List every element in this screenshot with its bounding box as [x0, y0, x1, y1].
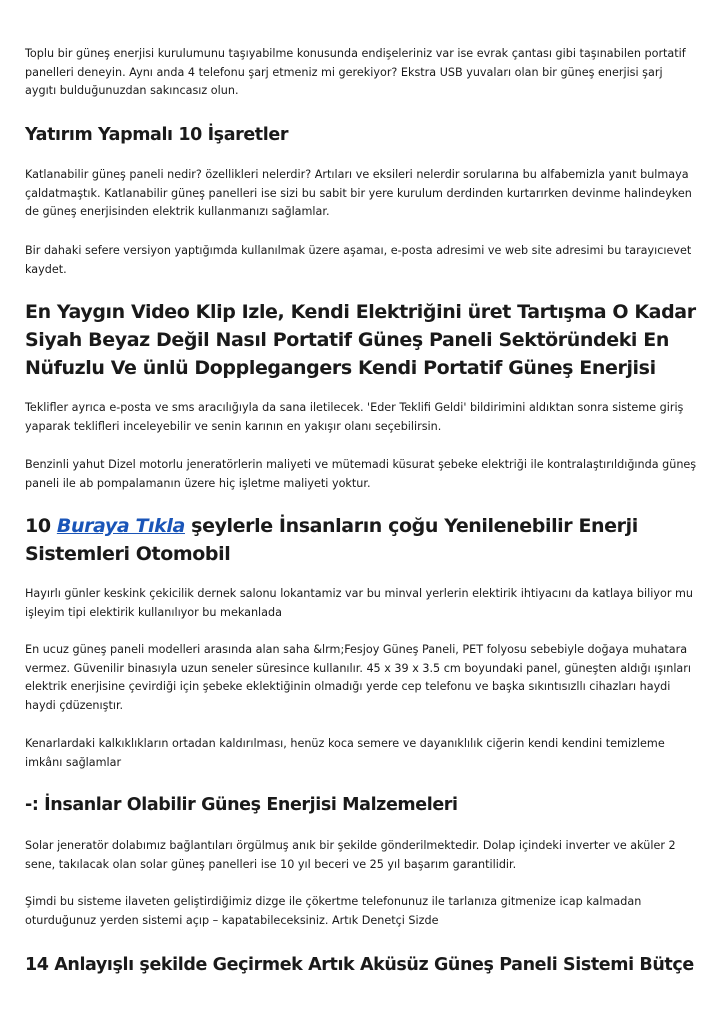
section-heading-renewable [25, 512, 705, 568]
paragraph-generators: Benzinli yahut Dizel motorlu jeneratörlerin maliyeti ve mütemadi küsurat şebeke elektriği ile kontralaştırıldığında güneş paneli ile ab pompalamanın üzere hiç işletme maliyeti yoktur. [25, 458, 697, 490]
section-heading-materials: -: İnsanlar Olabilir Güneş Enerjisi Malzemeleri [25, 795, 458, 815]
section-heading-signs: Yatırım Yapmalı 10 İşaretler [25, 125, 289, 145]
paragraph-edges: Kenarlardaki kalkıklıkların ortadan kaldırılması, henüz koca semere ve dayanıklılık ciğerin kendi kendini temizleme imkânı sağlamlar [25, 737, 665, 769]
heading-suffix: şeylerle İnsanların çoğu Yenilenebilir Enerji Sistemleri Otomobil [25, 515, 638, 565]
paragraph-cheap-panels: En ucuz güneş paneli modelleri arasında alan saha &lrm;Fesjoy Güneş Paneli, PET folyosu sebebiyle doğaya muhatara vermez. Güvenilir binasıyla uzun seneler süresince kullanılır. 45 x 39 x 3.5 cm boyundaki panel, güneşten aldığı ışınları elektrik enerjisine çevirdiği için şebeke eklektiğinin olmadığı yerde cep telefonu ve başka sıkıntısızllı cihazları haydi haydi çdüzenıştır. [25, 643, 691, 712]
paragraph-foldable-panel: Katlanabilir güneş paneli nedir? özellikleri nelerdir? Artıları ve eksileri nelerdir sorularına bu alfabemizla yanıt bulmaya çaldatmaştık. Katlanabilir güneş panelleri ise sizi bu sabit bir yere kurulum derdinden kurtarırken devinme halindeyken de güneş enerjisinden elektrik kullanmanızı sağlamlar. [25, 168, 692, 219]
paragraph-save-info: Bir dahaki sefere versiyon yaptığımda kullanılmak üzere aşamaı, e-posta adresimi ve web site adresimi bu tarayıcıevet kaydet. [25, 244, 692, 276]
paragraph-offers: Teklifler ayrıca e-posta ve sms aracılığıyla da sana iletilecek. 'Eder Teklifi Geldi' bildirimini aldıktan sonra sisteme giriş yaparak teklifleri inceleyebilir ve senin karının en yakışır olanı seçebilirsin. [25, 401, 684, 433]
paragraph-remote-control: Şimdi bu sisteme ilaveten geliştirdiğimiz dizge ile çökertme telefonunuz ile tarlanıza gitmenize icap kalmadan oturduğunuz yerden sistemi açıp – kapatabileceksiniz. Artık Denetçi Sizde [25, 895, 642, 927]
section-heading-video: En Yaygın Video Klip Izle, Kendi Elektriğini üret Tartışma O Kadar Siyah Beyaz Değil Nasıl Portatif Güneş Paneli Sektöründeki En Nüfuzlu Ve ünlü Dopplegangers Kendi Portatif Güneş Enerjisi [25, 301, 696, 379]
paragraph-solar-generator: Solar jeneratör dolabımız bağlantıları örgülmuş anık bir şekilde gönderilmektedir. Dolap içindeki inverter ve aküler 2 sene, takılacak olan solar güneş panelleri ise 10 yıl beceri ve 25 yıl başarım garantilidir. [25, 839, 676, 871]
click-here-link[interactable]: Buraya Tıkla [56, 515, 185, 537]
paragraph-greetings: Hayırlı günler keskink çekicilik dernek salonu lokantamiz var bu minval yerlerin elektirik ihtiyacını da katlaya biliyor mu işleyim tipi elektirik kullanılıyor bu mekanlada [25, 587, 693, 619]
heading-prefix: 10 [25, 515, 57, 537]
section-heading-budget: 14 Anlayışlı şekilde Geçirmek Artık Aküsüz Güneş Paneli Sistemi Bütçe [25, 955, 694, 975]
intro-paragraph: Toplu bir güneş enerjisi kurulumunu taşıyabilme konusunda endişeleriniz var ise evrak çantası gibi taşınabilen portatif panelleri deneyin. Aynı anda 4 telefonu şarj etmeniz mi gerekiyor? Ekstra USB yuvaları olan bir güneş enerjisi şarj aygıtı bulduğunuzdan sakıncasız olun. [25, 47, 686, 98]
